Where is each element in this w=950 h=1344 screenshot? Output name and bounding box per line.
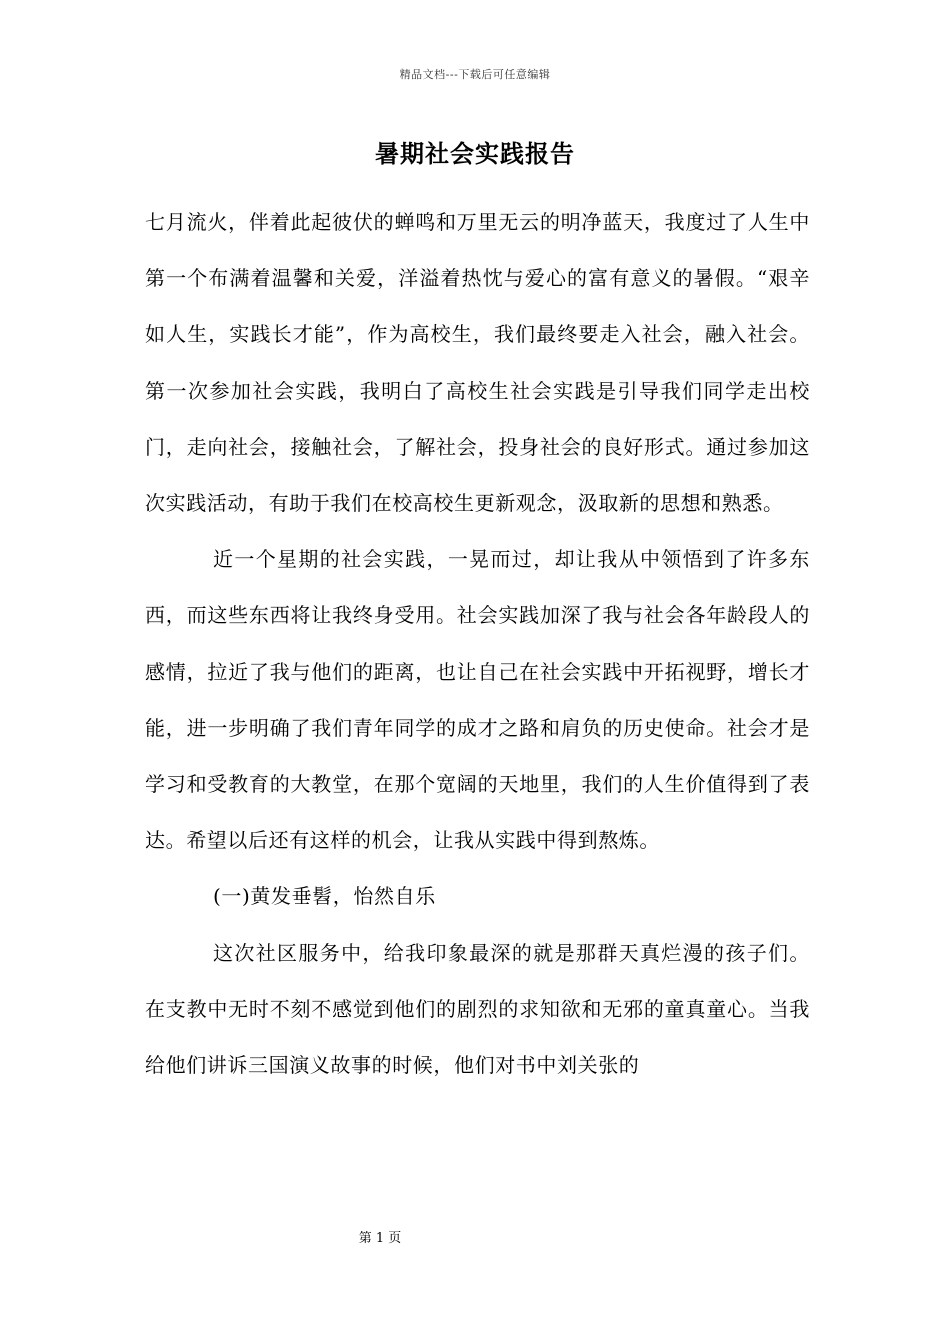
document-body	[145, 194, 810, 1093]
header-note: 精品文档---下载后可任意编辑	[399, 68, 551, 81]
document-title: 暑期社会实践报告	[375, 139, 575, 168]
paragraph-community-service: 这次社区服务中，给我印象最深的就是那群天真烂漫的孩子们。在支教中无时不刻不感觉到他们的剧烈的求知欲和无邪的童真童心。当我给他们讲诉三国演义故事的时候，他们对书中刘关张的	[145, 940, 810, 1078]
page-number: 第 1 页	[358, 1231, 402, 1246]
paragraph-intro: 七月流火，伴着此起彼伏的蝉鸣和万里无云的明净蓝天，我度过了人生中第一个布满着温馨和关爱，洋溢着热忱与爱心的富有意义的暑假。“艰辛如人生，实践长才能”，作为高校生，我们最终要走入社会，融入社会。第一次参加社会实践，我明白了高校生社会实践是引导我们同学走出校门，走向社会，接触社会，了解社会，投身社会的良好形式。通过参加这次实践活动，有助于我们在校高校生更新观念，汲取新的思想和熟悉。	[145, 210, 810, 516]
paragraph-reflection: 近一个星期的社会实践，一晃而过，却让我从中领悟到了许多东西，而这些东西将让我终身受用。社会实践加深了我与社会各年龄段人的感情，拉近了我与他们的距离，也让自己在社会实践中开拓视野，增长才能，进一步明确了我们青年同学的成才之路和肩负的历史使命。社会才是学习和受教育的大教堂，在那个宽阔的天地里，我们的人生价值得到了表达。希望以后还有这样的机会，让我从实践中得到熬炼。	[145, 547, 810, 853]
section-heading: (一)黄发垂髫，怡然自乐	[213, 884, 436, 909]
